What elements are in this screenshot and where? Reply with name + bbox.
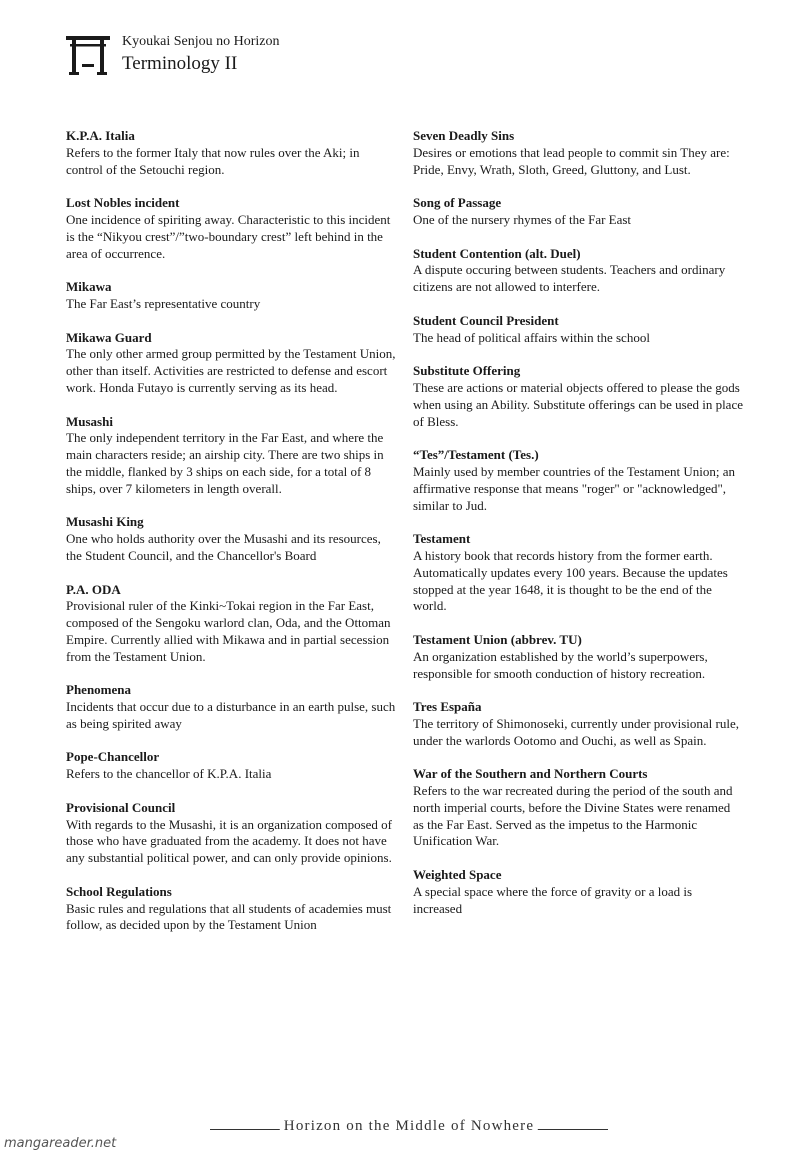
page-title: Terminology II: [122, 53, 238, 74]
entry-definition: A special space where the force of gravity or a load is increased: [413, 883, 693, 916]
glossary-entry: [66, 514, 396, 564]
entry-term: Testament: [413, 531, 471, 547]
entry-definition: Refers to the chancellor of K.P.A. Italia: [66, 766, 272, 782]
entry-definition: The only other armed group permitted by the Testament Union, other than itself. Activities are restricted to defense and escort work. Honda Futayo is currently serving as its head.: [66, 346, 396, 395]
entry-definition: Provisional ruler of the Kinki~Tokai region in the Far East, composed of the Sengoku warlord clan, Oda, and the Ottoman Empire. Currently allied with Mikawa and in partial secession from the Testament Union.: [66, 598, 391, 664]
entry-definition: A history book that records history from the former earth. Automatically updates every 100 years. Because the updates stopped at the year 1648, it is thought to be the end of the world.: [413, 547, 728, 614]
entry-definition: These are actions or material objects offered to please the gods when using an Ability. Substitute offerings can be used in place of Bless.: [413, 379, 743, 429]
entry-definition: Refers to the war recreated during the period of the south and north imperial courts, before the Divine States were renamed as the Far East. Served as the impetus to the Harmonic Unification War.: [413, 783, 733, 849]
left-glossary-column: [66, 128, 396, 951]
glossary-entry: [413, 699, 743, 749]
entry-term: Provisional Council: [66, 799, 176, 815]
glossary-entry: [66, 749, 396, 783]
entry-term: Lost Nobles incident: [66, 195, 180, 211]
entry-definition: One of the nursery rhymes of the Far East: [413, 211, 632, 227]
header-text: [122, 32, 279, 76]
entry-term: Pope-Chancellor: [66, 749, 160, 765]
entry-definition: Desires or emotions that lead people to commit sin They are: Pride, Envy, Wrath, Sloth, Greed, Gluttony, and Lust.: [413, 144, 730, 177]
entry-term: Musashi: [66, 413, 113, 429]
entry-definition: One who holds authority over the Musashi and its resources, the Student Council, and the Chancellor's Board: [66, 531, 381, 563]
entry-term: War of the Southern and Northern Courts: [413, 766, 648, 782]
entry-definition: One incidence of spiriting away. Characteristic to this incident is the “Nikyou crest”/”two-boundary crest” left behind in the area of occurrence.: [66, 211, 391, 261]
series-title: Kyoukai Senjou no Horizon: [122, 34, 280, 49]
right-glossary-column: [413, 128, 743, 934]
glossary-entry: [413, 447, 743, 514]
page-footer: [210, 1116, 608, 1136]
footer-title: Horizon on the Middle of Nowhere: [280, 1116, 538, 1136]
glossary-entry: [413, 766, 743, 850]
entry-term: Mikawa: [66, 279, 112, 295]
entry-definition: A dispute occuring between students. Teachers and ordinary citizens are not allowed to interfere.: [413, 262, 726, 295]
glossary-entry: [413, 128, 743, 178]
glossary-entry: [66, 195, 396, 262]
glossary-entry: [413, 195, 743, 229]
glossary-entry: [413, 246, 743, 296]
glossary-entry: [66, 414, 396, 498]
glossary-entry: [413, 363, 743, 430]
entry-term: Song of Passage: [413, 195, 502, 211]
entry-term: “Tes”/Testament (Tes.): [413, 447, 539, 463]
entry-term: Substitute Offering: [413, 363, 521, 379]
entry-definition: With regards to the Musashi, it is an organization composed of those who have graduated from the academy. It does not have any substantial political power, and can only provide opinions.: [66, 816, 392, 866]
glossary-entry: [413, 313, 743, 347]
glossary-entry: [66, 800, 396, 867]
glossary-entry: [413, 531, 743, 615]
torii-gate-icon: [66, 34, 110, 76]
entry-term: Musashi King: [66, 514, 144, 530]
glossary-entry: [66, 330, 396, 397]
entry-term: Weighted Space: [413, 867, 502, 883]
entry-definition: Incidents that occur due to a disturbance in an earth pulse, such as being spirited away: [66, 699, 396, 731]
glossary-entry: [66, 279, 396, 313]
glossary-entry: [66, 128, 396, 178]
entry-definition: Mainly used by member countries of the Testament Union; an affirmative response that means "roger" or "acknowledged", similar to Jud.: [413, 463, 735, 513]
entry-definition: The only independent territory in the Far East, and where the main characters reside; an airship city. There are two ships in the middle, flanked by 3 ships on each side, for a total of 8 ships, over 7 kilometers in length overall.: [66, 430, 384, 496]
entry-term: Testament Union (abbrev. TU): [413, 631, 582, 647]
glossary-entry: [66, 582, 396, 666]
entry-term: P.A. ODA: [66, 581, 121, 597]
entry-term: Seven Deadly Sins: [413, 128, 515, 143]
entry-term: Tres España: [413, 699, 482, 715]
entry-term: Student Council President: [413, 312, 559, 328]
glossary-entry: [66, 884, 396, 934]
entry-definition: The Far East’s representative country: [66, 295, 261, 311]
entry-term: Student Contention (alt. Duel): [413, 245, 581, 261]
entry-term: Phenomena: [66, 682, 131, 698]
entry-definition: The territory of Shimonoseki, currently under provisional rule, under the warlords Ootomo and Ouchi, as well as Spain.: [413, 715, 740, 748]
glossary-entry: [66, 682, 396, 732]
entry-definition: The head of political affairs within the school: [413, 329, 650, 345]
entry-term: K.P.A. Italia: [66, 128, 135, 143]
entry-term: Mikawa Guard: [66, 329, 152, 345]
site-watermark: mangareader.net: [4, 1136, 117, 1151]
entry-definition: Refers to the former Italy that now rules over the Aki; in control of the Setouchi region.: [66, 144, 360, 177]
entry-term: School Regulations: [66, 883, 172, 899]
glossary-entry: [413, 632, 743, 682]
entry-definition: An organization established by the world’s superpowers, responsible for smooth conduction of history recreation.: [413, 648, 708, 681]
glossary-entry: [413, 867, 743, 917]
entry-definition: Basic rules and regulations that all students of academies must follow, as decided upon by the Testament Union: [66, 900, 392, 933]
